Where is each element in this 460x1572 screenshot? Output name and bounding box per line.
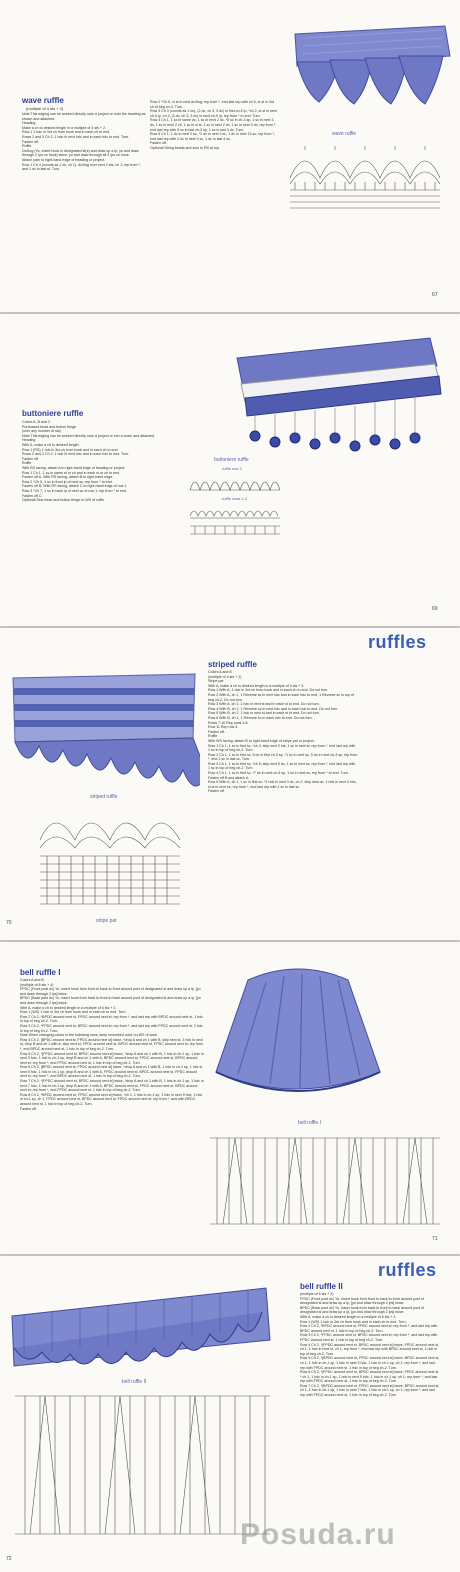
fasten-off: Fasten off C. <box>22 493 43 498</box>
row-1: Row 1 (WS) 1 hdc in 3rd ch from hook and in each ch to end. Turn. <box>20 1010 127 1015</box>
diagram-label: wave ruffle <box>332 131 357 137</box>
instructions-col <box>20 978 204 1238</box>
row-2: Rows 2 and 3 Ch 2, 1 hdc in next hdc and in each hdc to end. Turn. <box>22 452 130 457</box>
bell-ruffle-1-diagram <box>205 1128 445 1236</box>
instructions-col <box>22 420 174 570</box>
bpdc-def: BPDC (Back post dc) Yo, insert hook from back to front to back around post of designated st and draw up a lp, [yo and draw through 2 lps] twice. <box>20 996 201 1005</box>
ruffle-row-2: Row 2 *Ch 5, sl st in next dc2tog; rep from *, end last rep with ch 5, sl st in 3rd ch of beg ch-4. Turn. <box>150 100 275 109</box>
row-label-2: ruffle rows 1-2 <box>222 496 248 501</box>
colors: Colors A and B <box>208 670 232 674</box>
pattern-title: buttoniere ruffle <box>22 409 84 418</box>
row-4: Row 4 Ch 2, [BPDC around next st, FPDC around next st] twice, *drop A and ch 1 with B, skip next st, 3 hdc in next st, drop B and ch 1 with A, skip next st, FPDC around next st, BPDC around next st, FPDC around next st; rep from *, end BPDC around next st, 1 hdc in top of beg ch-2. Turn. <box>20 1037 203 1051</box>
fpdc-def: FPDC (Front post dc) Yo, insert hook from front to back to front around post of designated st and draw up a lp, [yo and draw through 2 lps] twice. <box>20 987 201 996</box>
watermark: Posuda.ru <box>240 1518 396 1551</box>
diagram-label: striped ruffle <box>90 794 118 800</box>
colors: Colors A and B <box>20 978 44 982</box>
bell-ruffle-1-swatch <box>208 962 388 1102</box>
row-2: Row 2 With A, ch 1, 1 Reverse sc in next hdc and in each hdc to end, 1 Reverse sc in top of beg ch-2. Do not turn. <box>208 692 354 702</box>
pattern-multiple: (over any number of sts) <box>22 429 61 434</box>
row-3: Row 3 With A, ch 2, 1 hdc in next st and in each st to end. Do not turn. <box>208 702 320 707</box>
row-1: Row 1 (WS) 1 hdc in 3rd ch from hook and in each ch to end. Turn. <box>300 1319 407 1324</box>
row-7: Row 7 Ch 2, *[FPDC around next st, BPDC around next st] twice, *drop A and ch 1 with B, 1 hdc in ch-1 sp, 1 hdc in next 7 hdc, 1 hdc in ch-1 sp, drop B and ch 1 with A, BPDC around next st, FPDC around next st, BPDC around next st; rep from *, end FPDC around next st, 1 hdc in top of beg ch-2. Turn. <box>20 1079 204 1093</box>
ruffle-row-1: Row 1 Ch 1, 1 sc in same st or ch and in each st or ch to end. <box>22 470 121 475</box>
buttoniere-ruffle-swatch <box>225 336 455 466</box>
pattern-multiple: (multiple of 6 sts + 4) <box>20 982 54 987</box>
ruffle-label: Ruffle <box>208 734 218 739</box>
row-3: Row 3 Ch 2, *FPDC around next st, BPDC around next st; rep from *, and last rep with FPDC around next st, 1 hdc in top of beg ch-2. Turn. <box>20 1023 203 1033</box>
page-wave-ruffle <box>0 0 460 312</box>
stripe-pat-label: Stripe pat <box>208 679 224 684</box>
instructions-col-2 <box>150 100 278 232</box>
heading-text: Make a ch to desired length in a multiple of 4 sts + 2. <box>22 125 107 130</box>
row-3: Row 3 Ch 2, *FPDC around next st, BPDC around next st; rep from *, and last rep with FPDC around next st, 1 hdc in top of beg ch-2. Turn. <box>300 1333 438 1342</box>
ruffle-row-3: Row 3 *Ch 7, 1 sc in back lp of next sc of row 1; rep from * to end. <box>22 488 127 493</box>
note-text: Note This edging can be worked directly onto a project or onto the heading as shown and attached. <box>22 112 146 121</box>
pattern-multiple: (multiple of 4 sts + 1) <box>208 674 242 679</box>
fasten-off: Fasten off. <box>22 139 39 144</box>
intro-text: With A, make a ch to desired length in a multiple of 6 sts + 2. <box>20 1005 117 1010</box>
row-7: Row 7 Ch 2, *[BPDC around next st, FPDC around next st] twice, BPDC around next st, ch 1, 1 hdc in ch-1 sp, 1 hdc in next 7 hdc, 1 hdc in ch-1 sp, ch 1; rep from *, and last rep with FPDC around next st, 1 hdc in top of beg ch-2. Turn. <box>300 1383 440 1398</box>
page-bell-ruffle-1 <box>0 942 460 1254</box>
row-1: Row 1 With A, 1 hdc in 3rd ch from hook and in each ch to end. Do not turn. <box>208 688 329 693</box>
row-2: Row 2 Ch 2, *BPDC around next st, FPDC around next st; rep from *, and last rep with BPDC around next st, 1 hdc in top of beg ch-2. Turn. <box>20 1014 203 1024</box>
fasten-off-b: Fasten off B and attach A. <box>208 775 250 780</box>
fpdc-def: FPDC (Front post dc) Yo, insert hook from front to back to front around post of designated st and draw up a lp, [yo and draw through 2 lps] twice. <box>300 1296 424 1306</box>
bpdc-def: BPDC (Back post dc) Yo, insert hook from back to front to back around post of designated st and draw up a lp, [yo and draw through 2 lps] twice. <box>300 1305 425 1315</box>
optional-text: Optional String beads and sew to RS at top. <box>150 145 220 150</box>
row-4: Row 4 With B, ch 1, 1 Reverse sc in next hdc and in each hdc to end. Do not turn. <box>208 706 339 711</box>
ruffle-row-1: Row 1 Ch 4 (counts as 1 dc, ch 1), dc2tog over next 2 sts, ch 1; rep from *, and 1 dc in last st. Turn. <box>22 162 141 172</box>
row-1: Row 1 1 hdc in 3rd ch from hook and in each ch to end. <box>22 130 111 135</box>
row-2: Row 2 Ch 2, *BPDC around next st, FPDC around next st; rep from *, and last rep with BPDC around next st, 1 hdc in top of beg ch-2. Turn. <box>300 1324 438 1333</box>
page-number: 72 <box>6 1556 12 1562</box>
ruffle-row-5: Row 5 With A, ch 1, 1 sc in first sc, *1 hdc in next 3 dc, ch 2, skip next dc, 1 hdc in next 3 hdc, sl st in next sc; rep from *, end last rep with 1 sc in last sc. <box>208 780 357 789</box>
instructions-col <box>300 1292 440 1512</box>
row-5: Row 5 Ch 2, *[FPDC around next st, BPDC around next st] twice, *drop A and ch 1 with B, 1 hdc in ch-1 sp, 1 hdc in next 3 hdc, 1 hdc in ch-1 sp, drop B and ch 1 with A, BPDC around next st, FPDC around next st, BPDC around next st; rep from *, end FPDC around next st, 1 hdc in top of beg ch-2. Turn. <box>20 1051 204 1065</box>
page-number: 71 <box>432 1236 438 1242</box>
pattern-title: bell ruffle I <box>20 968 61 977</box>
materials: Purchased bead and button fringe <box>22 424 77 429</box>
stripe-label: stripe pat <box>96 918 117 924</box>
pattern-multiple: (multiple of 4 sts + 2) <box>26 106 64 111</box>
pattern-title: striped ruffle <box>208 660 257 669</box>
page-number: 67 <box>432 292 438 298</box>
note-text: Note When changing colors in the following rows, keep unworked color on WS of work. <box>20 1033 159 1038</box>
ruffle-text-2: Fasten off A. With RS facing, attach B to right-hand edge. <box>22 475 114 480</box>
page-number: 69 <box>432 606 438 612</box>
ruffle-row-2: Row 2 *Ch 5, 1 sc in front lp of next sc; rep from * to end. <box>22 479 113 484</box>
row-5: Row 5 Ch 2, *[BPDC around next st, FPDC around next st] twice, BPDC around next st, ch 1, 1 hdc in ch-1 sp, 1 hdc in next 3 hdc, 1 hdc in ch-1 sp, ch 1; rep from *, and last rep with FPDC around next st, 1 hdc in top of beg ch-2. Turn. <box>300 1356 440 1370</box>
fasten-off: Fasten off. <box>208 789 225 794</box>
pattern-title: wave ruffle <box>22 96 64 105</box>
section-header: ruffles <box>378 1260 437 1280</box>
note-text: Note This edging can be worked directly onto a project or into a chain and attached. <box>22 433 155 438</box>
striped-ruffle-diagram <box>35 800 185 920</box>
row-4: Row 4 Ch 2, *[FPDC around next st, BPDC around next st] twice, FPDC around next st, ch 1, 1 hdc in next st, ch 1; rep from *, end last rep with BPDC around next st, 1 hdc in top of beg ch-2. Turn. <box>300 1342 440 1356</box>
colors: Colors A, B and C <box>22 420 51 424</box>
heading-label: Heading <box>22 121 36 126</box>
wave-ruffle-swatch <box>285 22 455 132</box>
row-2: Rows 2 and 3 Ch 2, 1 hdc in next hdc and in each hdc to end. Turn. <box>22 134 130 139</box>
row-1: Row 1 (RS) 1 hdc in 3rd ch from hook and in each ch to end. <box>22 447 119 452</box>
wave-ruffle-diagram <box>285 138 445 218</box>
row-8: Row 8 Ch 2, *BPDC around next st, FPDC around next st] twice, *ch 1, 1 hdc in ch-1 sp, 1 hdc in next 9 hdc, 1 hdc in ch-1 sp, ch 1, FPDC around next st, BPDC around next st, FPDC around next st; rep from *, and with BPDC around next st, 1 hdc in top of beg ch-2. Turn. <box>20 1092 203 1107</box>
heading-label: Heading <box>22 438 36 443</box>
row-6: Row 6 Ch 2, [BPDC around next st, FPDC around next st] twice, *drop A and ch 1 with B, 1 hdc in ch-1 sp, 1 hdc in next 5 hdc, 1 hdc in ch-1 sp, drop B and ch 1 with A, FPDC around next st, BPDC around next st, FPDC around next st; rep from *, end BPDC around next st, 1 hdc in top of beg ch-2. Turn. <box>20 1065 203 1079</box>
row-5: Row 5 With B, ch 2, 1 hdc in next st and in each st to end. Do not turn. <box>208 711 320 716</box>
bell-ruffle-2-diagram <box>10 1386 275 1546</box>
attach-text: Attach yarn to right-hand edge of heading or project. <box>22 157 106 162</box>
ruffle-row-3: Row 3 Ch 3 (counts as 1 dc), (2 dc, ch 3, 3 dc) in first ch-5 lp, *ch 2, sl st in next ch-5 lp, ch 2, (3 dc, ch 3, 3 dc) in next ch-5 lp; rep from * to end. Turn. <box>150 109 277 118</box>
row-11: Row 11 Rep row 3. <box>208 725 239 730</box>
optional-text: Optional Sew bead and button fringe to WS of ruffle. <box>22 498 106 503</box>
buttoniere-diagram-rows12 <box>185 502 285 540</box>
fasten-off: Fasten off. <box>20 1106 37 1111</box>
intro-text: With A, make a ch to desired length in a multiple of 4 sts + 2. <box>208 683 305 688</box>
ruffle-text-3: Fasten off B. With RS facing, attach C to right-hand edge of row 1. <box>22 484 128 489</box>
fasten-off: Fasten off. <box>22 456 39 461</box>
ruffle-row-3: Row 3 Ch 1, 1 sc in first sc, *ch 5, skip next 5 dc, 1 sc in next sc; rep from *, end last rep with 1 sc in top of beg ch-2. Turn. <box>208 761 356 771</box>
instructions-col <box>208 670 358 870</box>
row-label-3: ruffle row 3 <box>222 466 242 471</box>
diagram-label: buttoniere ruffle <box>214 457 249 463</box>
page-striped-ruffle <box>0 628 460 940</box>
section-header: ruffles <box>368 632 427 652</box>
ruffle-row-2: Row 2 Ch 1, 1 sc in first sc, 5 dc in first ch-3 sp, *1 sc in next sc, 5 dc in next ch-3 sp; rep from *, end 1 sc in last sc. Turn. <box>208 752 358 762</box>
intro-text: With A, make a ch to desired length in a multiple of 6 sts + 2. <box>300 1314 397 1319</box>
bell-ruffle-2-swatch <box>4 1282 274 1372</box>
ruffle-label: Ruffle <box>22 461 32 466</box>
fasten-off: Fasten off. <box>208 729 225 734</box>
page-number: 70 <box>6 920 12 926</box>
page-bell-ruffle-2 <box>0 1256 460 1572</box>
pattern-multiple: (multiple of 6 sts + 2) <box>300 1292 334 1296</box>
striped-ruffle-swatch <box>5 668 200 788</box>
diagram-label: bell ruffle II <box>122 1379 147 1385</box>
ruffle-row-4: Row 4 Ch 1, 1 sc in same dc, 1 sc in next 2 dc, *5 sc in ch-3 sp, 1 sc in next 3 dc, 1 sc in next 2 ch, 1 sc in sl st, 1 sc in next 2 ch, 1 sc in next 3 dc; rep from *, end last rep with 5 sc in last ch-3 sp, 1 sc in last 3 dc. Turn. <box>150 118 277 132</box>
row-7: Rows 7-10 Rep rows 3-6. <box>208 720 249 725</box>
page-buttoniere-ruffle <box>0 314 460 626</box>
ruffle-row-4: Row 4 Ch 1, 1 sc in first sc, *7 dc in next ch-5 sp, 1 sc in next sc; rep from * to end. Turn. <box>208 771 349 776</box>
ruffle-text: With WS facing, attach B to right-hand edge of stripe pat or project. <box>208 738 315 743</box>
diagram-label: bell ruffle I <box>298 1120 321 1126</box>
fasten-off: Fasten off. <box>150 141 167 146</box>
dc2tog-def: Dc2tog (Yo, insert hook in designated st(s) and draw up a lp, yo and draw through 2 lps on hook) twice, yo and draw through all 3 lps on hook. <box>22 148 139 158</box>
instructions-col-1 <box>22 112 146 232</box>
pattern-title: bell ruffle II <box>300 1282 343 1291</box>
row-6: Row 6 With B, ch 1, 1 Reverse sc in each hdc to end. Do not turn. <box>208 715 313 720</box>
buttoniere-diagram-row3 <box>185 472 285 492</box>
ruffle-row-1: Row 1 Ch 1, 1 sc in first sc, *ch 3, skip next 3 sts, 1 sc in next st; rep from *, end last rep with 1 sc in top of beg ch-2. Turn. <box>208 743 356 753</box>
ruffle-row-5: Row 5 Ch 1, 1 dc in next 2 sc, *2 dc in next 3 sc, 1 dc in next 13 sc; rep from *, end last rep with 2 dc in next 3 sc, 1 dc in last 4 sc. <box>150 132 275 141</box>
heading-text: With A, make a ch to desired length. <box>22 442 80 447</box>
ruffle-text: With RS facing, attach A to right-hand edge of heading or project. <box>22 465 126 470</box>
row-6: Row 6 Ch 2, *[FPDC around next st, BPDC around next st] twice, FPDC around next st, * ch 1, 1 hdc in ch-1 sp, 1 hdc in next 5 hdc, 1 hdc in ch-1 sp, ch 1; rep from *, and last rep with FPDC around next st, 1 hdc in top of beg ch-2. Turn. <box>300 1370 440 1384</box>
ruffle-label: Ruffle <box>22 144 32 149</box>
